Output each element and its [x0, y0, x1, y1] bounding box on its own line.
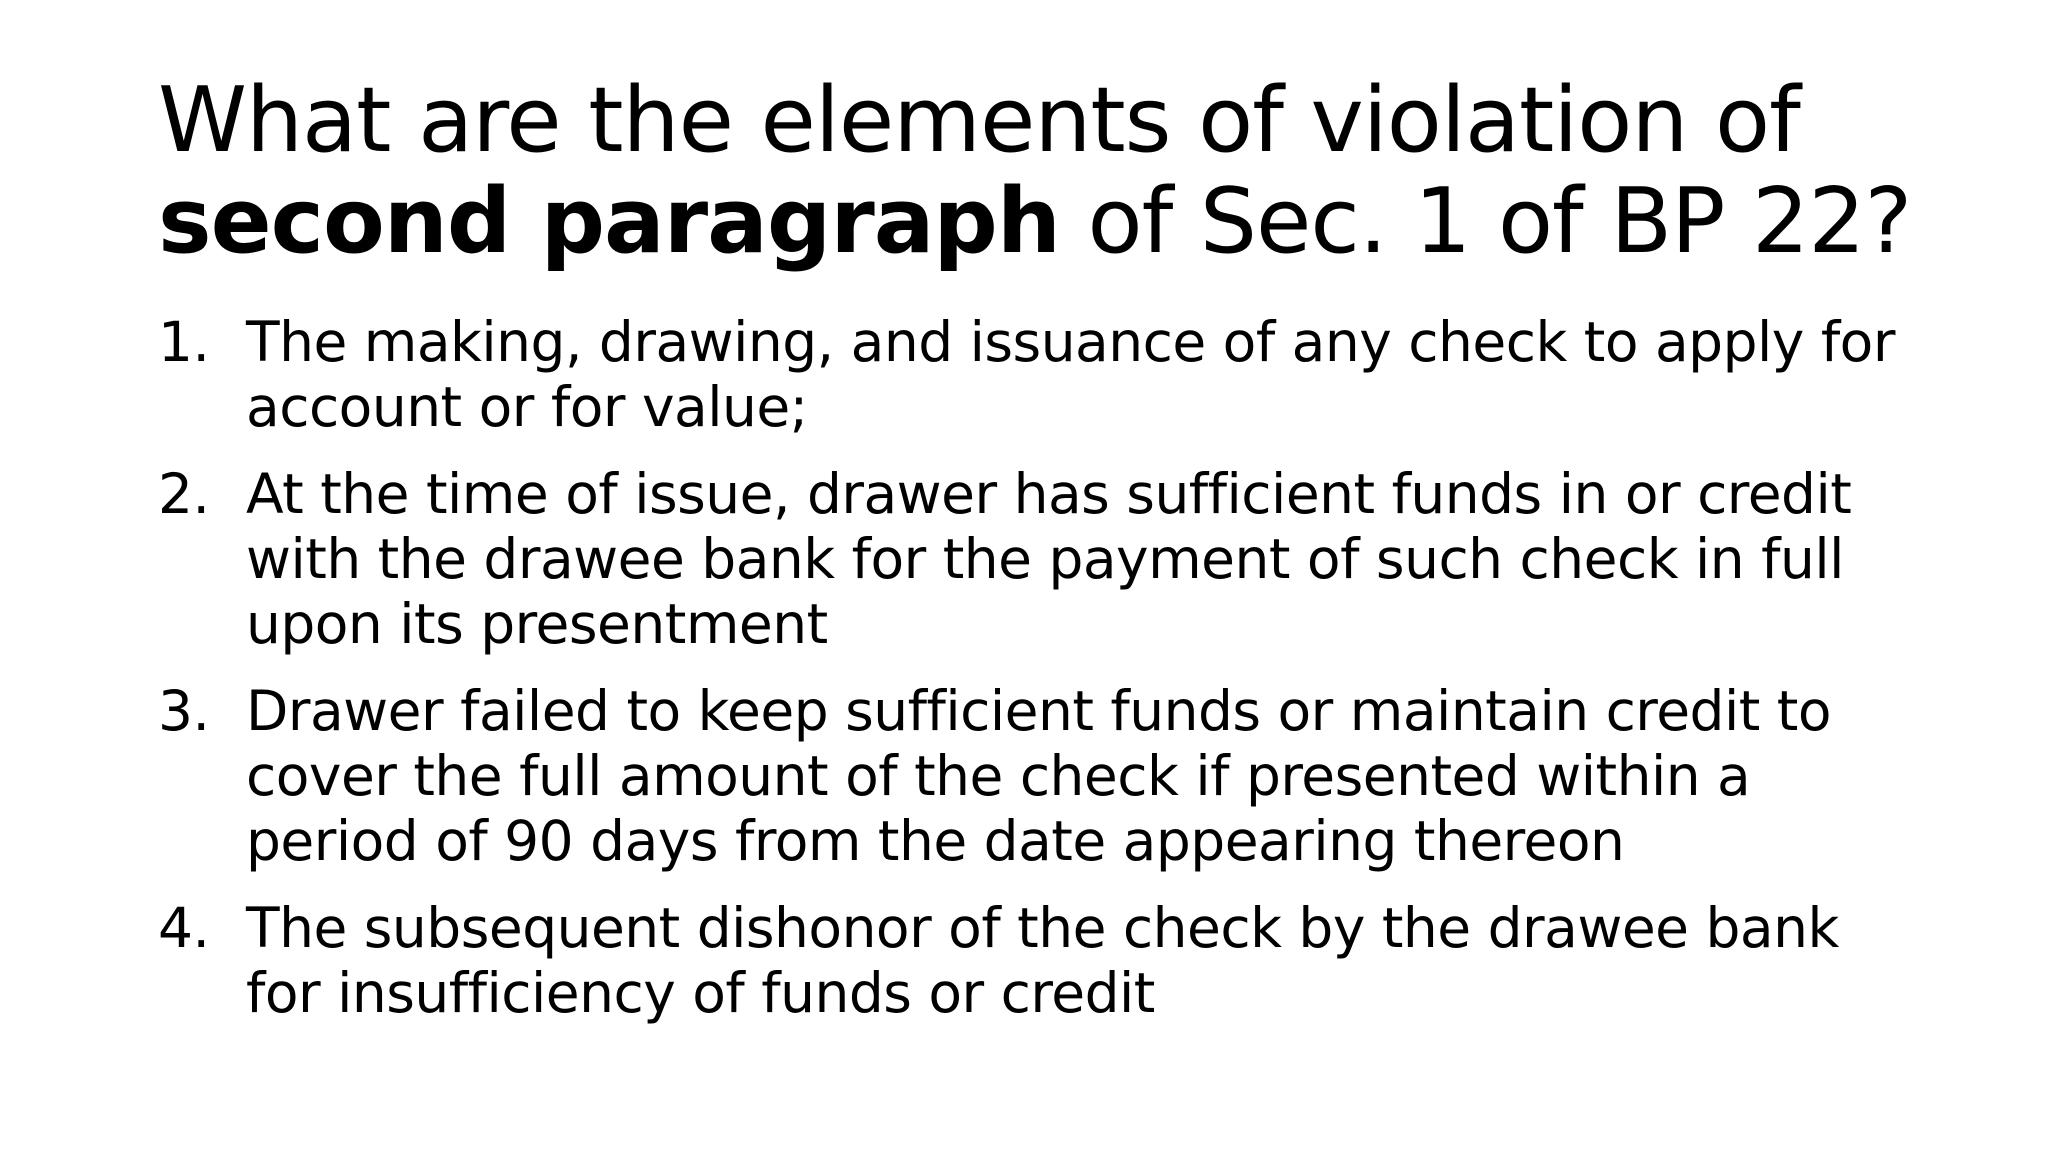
title-line-1: What are the elements of violation of — [158, 68, 1800, 173]
list-item-number: 3. — [158, 679, 210, 743]
title-bold-phrase: second paragraph — [158, 169, 1060, 274]
list-item-text: Drawer failed to keep sufficient funds or maintain credit to cover the full amount of the check if presented within a period of 90 days from the date appearing thereon — [246, 679, 1832, 873]
list-item — [158, 462, 1918, 657]
elements-list — [158, 310, 1918, 1048]
title-rest: of Sec. 1 of BP 22? — [1059, 169, 1912, 274]
slide-title — [158, 70, 1958, 272]
list-item-text: At the time of issue, drawer has sufficient funds in or credit with the drawee bank for the payment of such check in full upon its presentment — [246, 462, 1852, 656]
list-item-number: 2. — [158, 462, 210, 526]
list-item — [158, 896, 1918, 1026]
list-item-number: 1. — [158, 310, 210, 374]
list-item — [158, 310, 1918, 440]
list-item — [158, 679, 1918, 874]
list-item-text: The making, drawing, and issuance of any check to apply for account or for value; — [246, 310, 1895, 439]
list-item-number: 4. — [158, 896, 210, 960]
list-item-text: The subsequent dishonor of the check by the drawee bank for insufficiency of funds or credit — [246, 896, 1839, 1025]
